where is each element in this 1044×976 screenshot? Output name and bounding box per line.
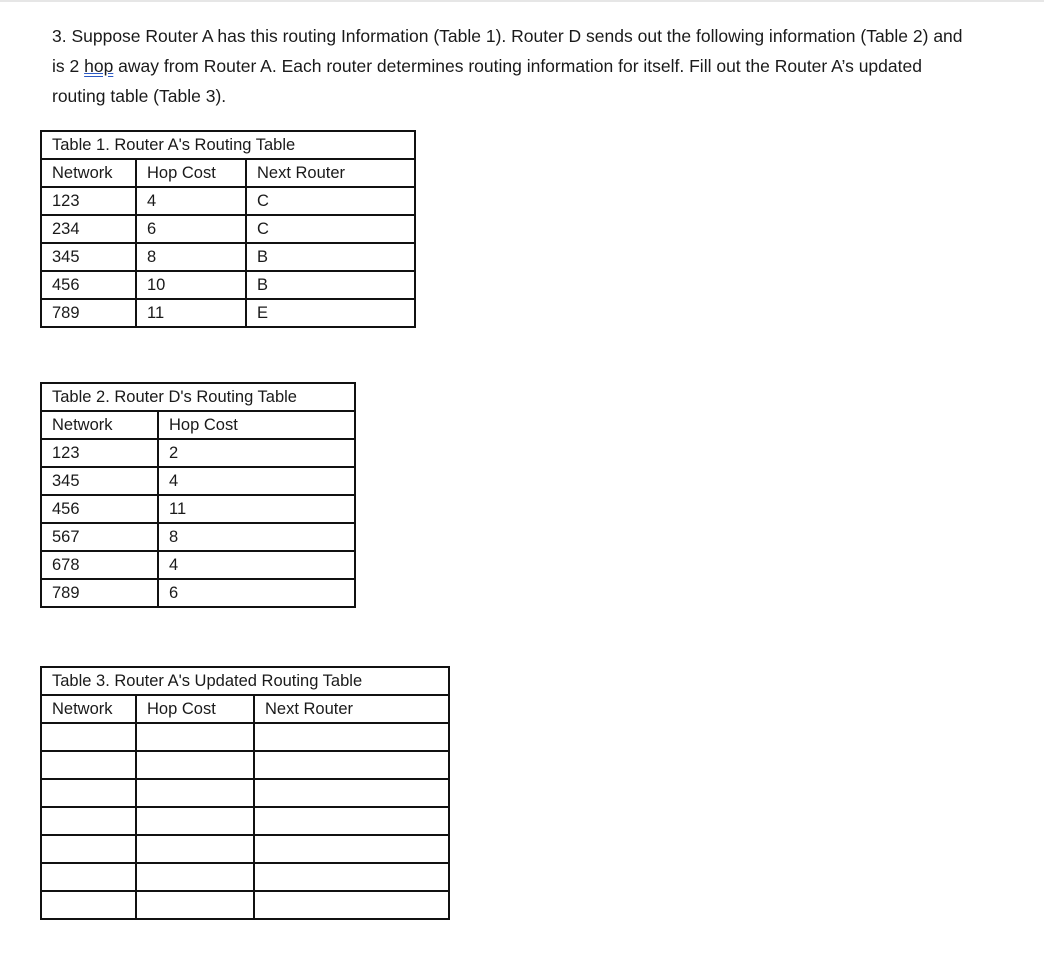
table-cell: 2 [158,439,355,467]
table-cell-hop-cost[interactable] [136,751,254,779]
table-cell: 8 [136,243,246,271]
question-part-2: away from Router A. Each router determines routing information for itself. Fill out the Router A’s updated routing table (Table 3). [52,56,922,106]
table-header-row [41,159,415,187]
table-title-row [41,131,415,159]
table-title: Table 3. Router A's Updated Routing Table [41,667,449,695]
column-header: Network [41,159,136,187]
table-title: Table 2. Router D's Routing Table [41,383,355,411]
table-cell: 4 [136,187,246,215]
table-cell: 10 [136,271,246,299]
table-row [41,723,449,751]
table-cell-hop-cost[interactable] [136,835,254,863]
table-cell-network[interactable] [41,891,136,919]
table-row [41,439,355,467]
table-row [41,751,449,779]
table-cell: C [246,187,415,215]
table-row [41,863,449,891]
top-divider [0,0,1044,2]
table-cell-next-router[interactable] [254,723,449,751]
table-cell: 11 [158,495,355,523]
table-cell: 345 [41,243,136,271]
table-row [41,299,415,327]
table-cell: 6 [136,215,246,243]
table-row [41,891,449,919]
table-cell-hop-cost[interactable] [136,863,254,891]
table-row [41,467,355,495]
table-cell-hop-cost[interactable] [136,779,254,807]
column-header: Hop Cost [136,159,246,187]
table-cell: 123 [41,187,136,215]
table-header-row [41,411,355,439]
table-cell: 4 [158,467,355,495]
table-header-row [41,695,449,723]
table-cell: 123 [41,439,158,467]
table-cell-network[interactable] [41,835,136,863]
table-cell: 6 [158,579,355,607]
column-header: Next Router [246,159,415,187]
table-cell: 567 [41,523,158,551]
table-cell: 789 [41,579,158,607]
table-row [41,551,355,579]
table-cell-next-router[interactable] [254,891,449,919]
table-row [41,187,415,215]
column-header: Network [41,411,158,439]
table-row [41,835,449,863]
table-cell-hop-cost[interactable] [136,723,254,751]
column-header: Hop Cost [136,695,254,723]
table-cell: C [246,215,415,243]
column-header: Network [41,695,136,723]
table-title-row [41,383,355,411]
table-cell-hop-cost[interactable] [136,807,254,835]
table-router-a-updated [40,666,450,920]
question-hop-word: hop [84,56,114,76]
table-cell: 789 [41,299,136,327]
table-cell-next-router[interactable] [254,835,449,863]
table-cell-next-router[interactable] [254,807,449,835]
table-row [41,243,415,271]
table-cell: E [246,299,415,327]
table-row [41,215,415,243]
table-cell: B [246,243,415,271]
table-cell-network[interactable] [41,723,136,751]
table-cell-network[interactable] [41,863,136,891]
table-router-d [40,382,356,608]
table-cell-network[interactable] [41,751,136,779]
table-cell-next-router[interactable] [254,863,449,891]
table-cell: 4 [158,551,355,579]
table-row [41,807,449,835]
table-router-a [40,130,416,328]
table-cell: 345 [41,467,158,495]
question-text [52,21,972,111]
column-header: Next Router [254,695,449,723]
table-cell: B [246,271,415,299]
table-cell-network[interactable] [41,807,136,835]
table-title: Table 1. Router A's Routing Table [41,131,415,159]
table-cell: 678 [41,551,158,579]
table-row [41,523,355,551]
table-cell: 456 [41,271,136,299]
table-title-row [41,667,449,695]
table-cell-hop-cost[interactable] [136,891,254,919]
column-header: Hop Cost [158,411,355,439]
table-cell: 8 [158,523,355,551]
table-cell: 234 [41,215,136,243]
table-row [41,271,415,299]
table-cell-next-router[interactable] [254,751,449,779]
table-cell: 456 [41,495,158,523]
table-row [41,579,355,607]
table-cell-next-router[interactable] [254,779,449,807]
table-cell-network[interactable] [41,779,136,807]
table-cell: 11 [136,299,246,327]
table-row [41,779,449,807]
table-row [41,495,355,523]
question-part-1: 3. Suppose Router A has this routing Information (Table 1). Router D sends out the following information (Table 2) and is 2 [52,26,963,76]
